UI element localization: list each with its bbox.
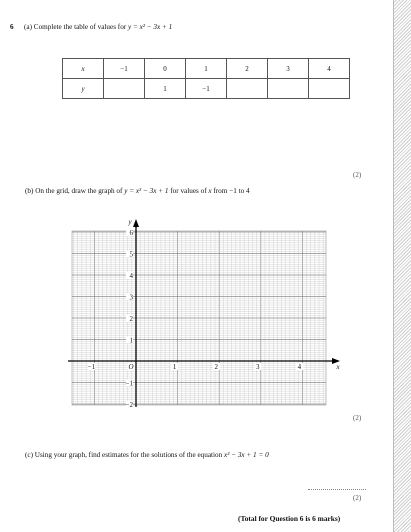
table-cell: −1 [186, 79, 227, 99]
part-c-equation: x² − 3x + 1 = 0 [224, 451, 269, 459]
table-cell: 0 [145, 59, 186, 79]
part-b-prompt: On the grid, draw the graph of [35, 187, 123, 195]
table-cell: 4 [309, 59, 350, 79]
part-c-prompt: Using your graph, find estimates for the solutions of the equation [34, 451, 223, 459]
marks-a: (2) [353, 171, 362, 179]
grid-lines [72, 231, 326, 405]
table-cell: 1 [186, 59, 227, 79]
part-b-prompt-2: for values of [170, 187, 207, 195]
y-tick-label: 5 [129, 250, 133, 259]
table-cell: 3 [268, 59, 309, 79]
table-cell: 2 [227, 59, 268, 79]
x-tick-label: 4 [297, 363, 302, 371]
answer-line[interactable] [308, 489, 366, 490]
y-tick-label: 6 [129, 229, 133, 237]
part-b-equation: y = x² − 3x + 1 [124, 187, 169, 195]
part-b-prompt-3: from −1 to 4 [213, 187, 250, 195]
y-tick-label: −2 [125, 401, 133, 409]
y-tick-label: 2 [129, 315, 133, 323]
y-tick-label: 4 [129, 272, 133, 280]
y-axis-label: y [128, 218, 132, 226]
table-header-x: x [63, 59, 104, 79]
x-tick-label: 3 [256, 363, 260, 371]
part-a-equation: y = x² − 3x + 1 [128, 23, 173, 31]
y-axis-arrowhead [133, 219, 139, 227]
table-cell: 1 [145, 79, 186, 99]
part-b-label: (b) [25, 187, 34, 195]
x-tick-label: −1 [87, 363, 96, 371]
question-number: 6 [10, 23, 14, 31]
part-b-variable: x [208, 187, 212, 195]
part-c-label: (c) [25, 451, 33, 459]
x-tick-label: 1 [172, 363, 177, 371]
y-tick-label: 1 [129, 336, 133, 345]
table-header-y: y [63, 79, 104, 99]
y-tick-label: −1 [125, 379, 133, 388]
y-tick-label: 3 [129, 293, 133, 302]
part-c-text [25, 452, 269, 459]
total-marks: (Total for Question 6 is 6 marks) [238, 514, 341, 523]
marks-b: (2) [353, 414, 362, 422]
origin-label: O [128, 363, 134, 371]
table-cell: −1 [104, 59, 145, 79]
part-a-label: (a) [24, 23, 32, 31]
x-tick-label: 2 [214, 363, 218, 371]
x-axis-label: x [336, 363, 340, 371]
marks-c: (2) [353, 494, 362, 502]
part-a-prompt: Complete the table of values for [33, 23, 127, 31]
